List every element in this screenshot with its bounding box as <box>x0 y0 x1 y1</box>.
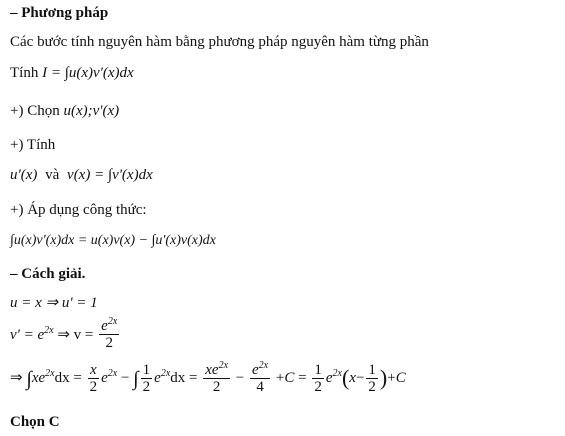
step2-label: +) Tính <box>10 137 56 153</box>
solution-line-3: ⇒ $\int xe^{2x}dx$ = $\frac{x}{2}$ $e^{2x}$ − ∫ $\frac{1}{2}$ $e^{2x}dx$ = $\frac{xe^{2x}}{2}$ − $\frac{e^{2x}}{4}$ +C = $\frac{1}{2}$ $e^{2x}(x-$ $\frac{1}{2}$ )+C <box>10 360 406 395</box>
sol2-mid: ⇒ v = <box>57 326 94 343</box>
and-word: và <box>45 167 60 183</box>
step1 <box>10 102 119 120</box>
sol2-den: 2 <box>105 335 113 351</box>
step2-formulas <box>10 166 153 184</box>
compute-step <box>10 64 134 82</box>
solution-line-2 <box>10 318 121 358</box>
sol2-left: v' = e <box>10 326 45 343</box>
sol2-fraction <box>99 318 119 351</box>
step3-label: +) Áp dụng công thức: <box>10 202 147 218</box>
compute-label: Tính <box>10 65 39 81</box>
solution-line-1: u = x ⇒ u' = 1 <box>10 295 98 311</box>
answer: Chọn C <box>10 414 60 430</box>
parts-formula: ∫u(x)v'(x)dx = u(x)v(x) − ∫u'(x)v(x)dx <box>10 233 216 248</box>
method-heading: – Phương pháp <box>10 5 109 21</box>
sol2-num: e <box>101 318 108 334</box>
compute-formula: I = ∫u(x)v'(x)dx <box>42 65 134 81</box>
u-prime-formula: u'(x) <box>10 167 38 183</box>
choose-formula: u(x);v'(x) <box>63 103 120 119</box>
v-formula: v(x) = ∫v'(x)dx <box>67 167 153 183</box>
step1-label: +) Chọn <box>10 103 60 119</box>
sol2-exp: 2x <box>44 324 54 336</box>
solution-heading: – Cách giải. <box>10 266 86 282</box>
intro-text: Các bước tính nguyên hàm bằng phương pháp nguyên hàm từng phần <box>10 34 429 50</box>
sol2-num-exp: 2x <box>107 316 118 327</box>
